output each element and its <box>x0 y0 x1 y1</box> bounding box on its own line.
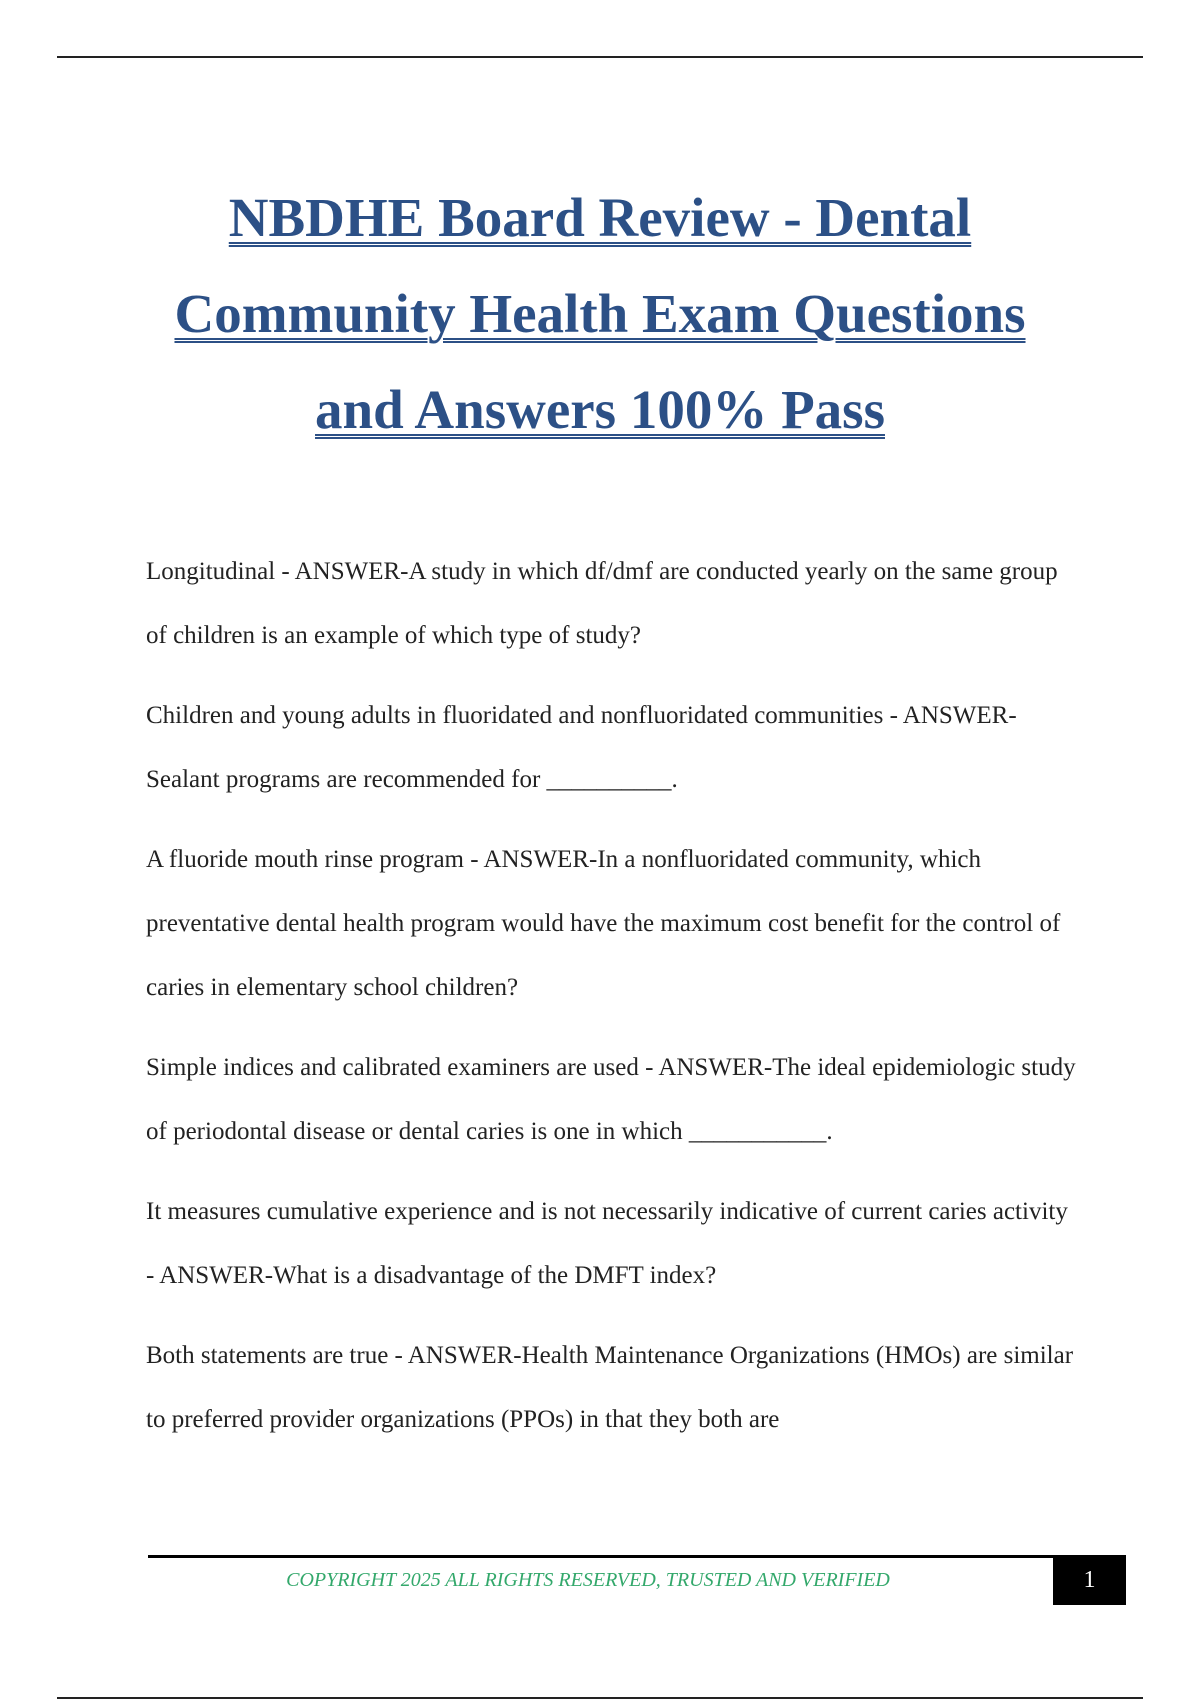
document-title <box>100 170 1100 458</box>
qa-item: Both statements are true - ANSWER-Health Maintenance Organizations (HMOs) are similar to preferred provider organizations (PPOs) in that they both are <box>146 1342 1074 1433</box>
title-line-2: Community Health Exam Questions <box>174 283 1026 344</box>
footer-rule <box>148 1555 1053 1558</box>
qa-item: Longitudinal - ANSWER-A study in which df/dmf are conducted yearly on the same group of children is an example of which type of study? <box>146 558 1058 649</box>
qa-item: Simple indices and calibrated examiners are used - ANSWER-The ideal epidemiologic study of periodontal disease or dental caries is one in which ___________. <box>146 1054 1076 1145</box>
page-number: 1 <box>1053 1555 1126 1605</box>
qa-item: Children and young adults in fluoridated and nonfluoridated communities - ANSWER-Sealant programs are recommended for __________. <box>146 702 1017 793</box>
bottom-rule <box>57 1697 1143 1699</box>
page-footer <box>148 1555 1126 1605</box>
top-rule <box>57 56 1143 58</box>
qa-item: A fluoride mouth rinse program - ANSWER-In a nonfluoridated community, which preventative dental health program would have the maximum cost benefit for the control of caries in elementary school children? <box>146 846 1061 1001</box>
qa-list <box>146 540 1076 1468</box>
copyright-notice: COPYRIGHT 2025 ALL RIGHTS RESERVED, TRUSTED AND VERIFIED <box>286 1569 890 1591</box>
qa-item: It measures cumulative experience and is not necessarily indicative of current caries activity - ANSWER-What is a disadvantage of the DMFT index? <box>146 1198 1068 1289</box>
title-line-1: NBDHE Board Review - Dental <box>228 187 972 248</box>
title-line-3: and Answers 100% Pass <box>315 379 885 440</box>
